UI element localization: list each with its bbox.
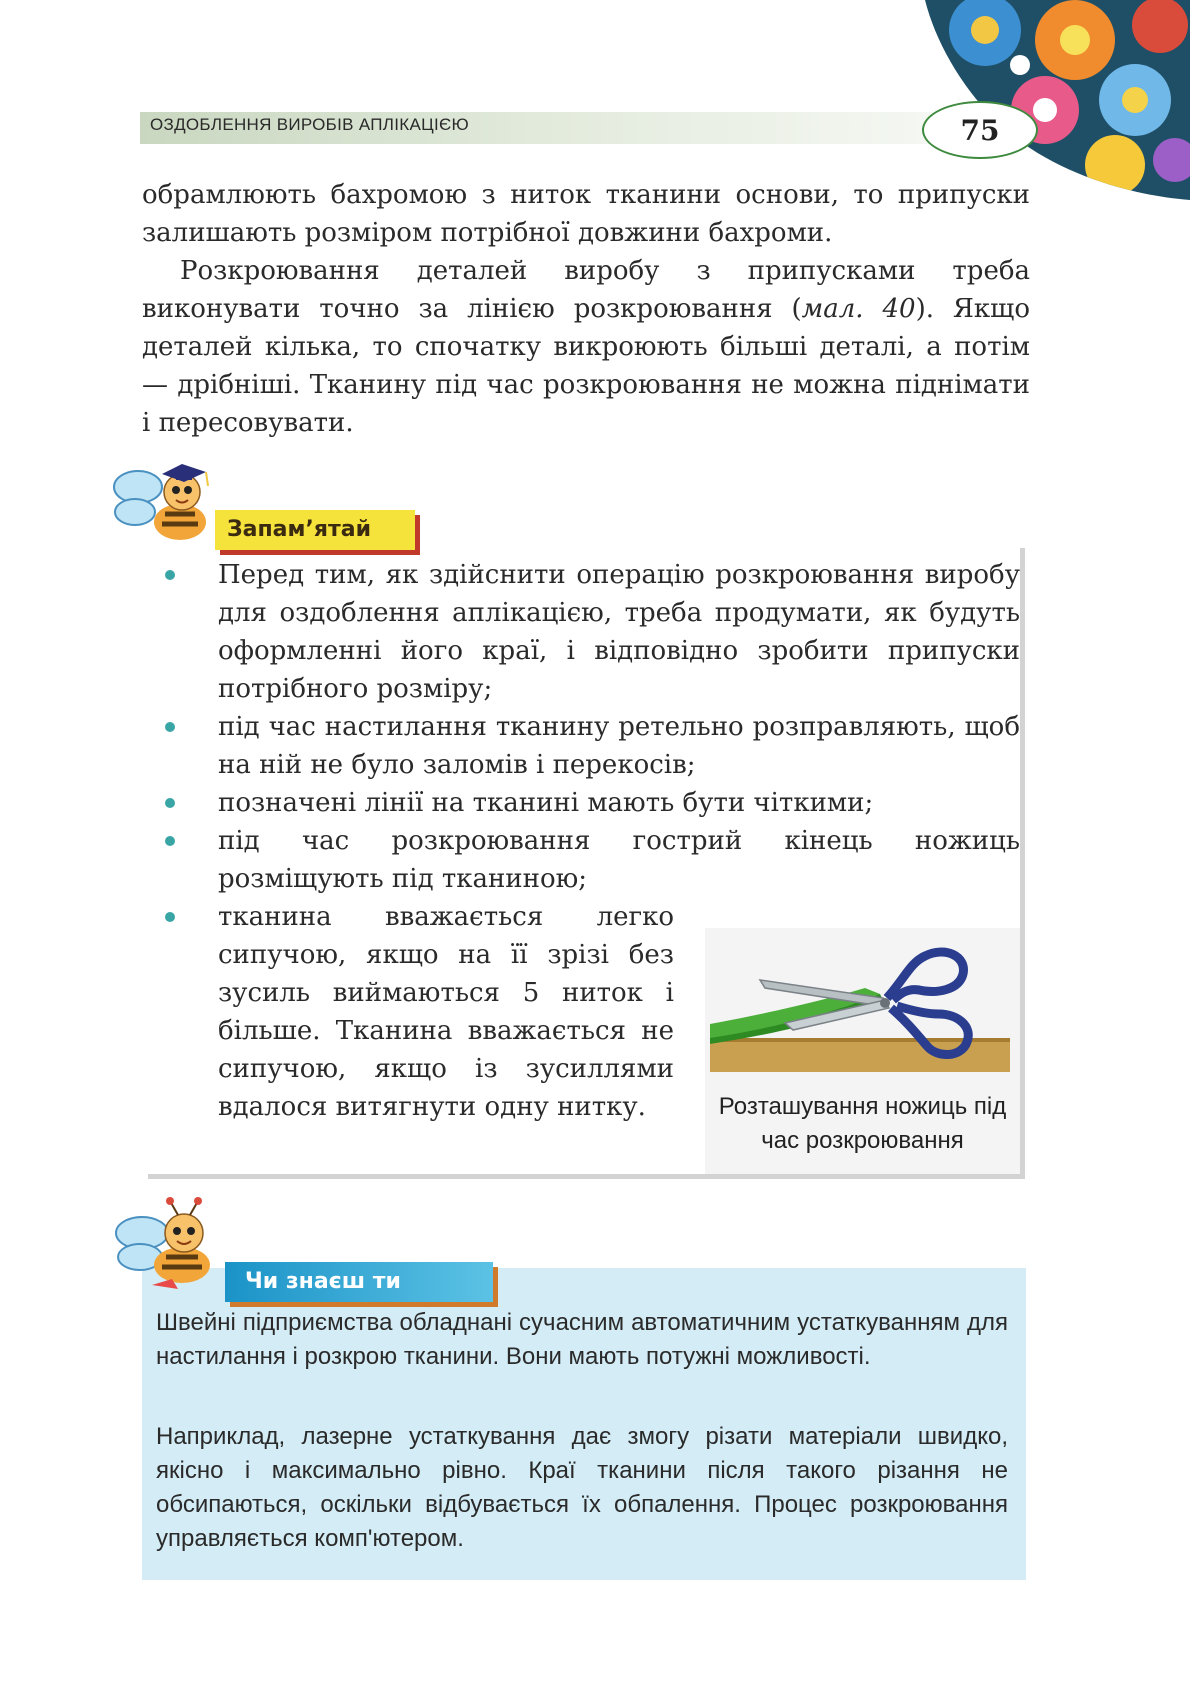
bullet-icon [165, 722, 175, 732]
figure-caption: Розташування ножиць під час розкроювання [718, 1093, 1007, 1154]
did-you-know-label: Чи знаєш ти [225, 1262, 493, 1302]
paragraph-2-part-b: ). Якщо деталей кілька, то спочатку викроюють більші деталі, а потім — дрібніші. Тканину під час розкроювання не можна піднімати і пересовувати. [142, 294, 1031, 438]
remember-item: Перед тим, як здійснити операцію розкроювання виробу для оздоблення аплікацією, треба продумати, як будуть оформленні його краї, і відповідно зробити припуски потрібного розміру; [218, 560, 1020, 704]
page-number-badge [922, 101, 1038, 159]
bee-icon [112, 1195, 232, 1295]
bullet-icon [165, 798, 175, 808]
remember-item: під час настилання тканину ретельно розправляють, щоб на ній не було заломів і перекосів; [218, 712, 1020, 780]
bullet-icon [165, 912, 175, 922]
page-number: 75 [960, 113, 1000, 147]
bullet-icon [165, 570, 175, 580]
paragraph-2-part-a: Розкроювання деталей виробу з припусками треба виконувати точно за лінією розкроювання ( [142, 256, 1030, 324]
paragraph-1: обрамлюють бахромою з ниток тканини основи, то припуски залишають розміром потрібної довжини бахроми. [142, 180, 1030, 248]
section-title: ОЗДОБЛЕННЯ ВИРОБІВ АПЛІКАЦІЄЮ [150, 115, 469, 134]
scissors-illustration-icon [705, 928, 1020, 1088]
figure-reference: мал. 40 [801, 294, 916, 324]
flower-decoration [925, 0, 1190, 200]
remember-item: позначені лінії на тканині мають бути чіткими; [218, 788, 874, 818]
remember-label: Запам’ятай [215, 510, 415, 550]
did-you-know-paragraph-2: Наприклад, лазерне устаткування дає змогу різати матеріали швидко, якісно і максимально рівно. Краї тканини після такого різання не обсипаються, оскільки відбувається їх обпалення. Процес розкроювання управляється комп'ютером. [156, 1423, 1008, 1552]
paragraph-2 [142, 252, 1030, 442]
remember-item: під час розкроювання гострий кінець ножиць розміщують під тканиною; [218, 826, 1020, 894]
remember-item: тканина вважається легко сипучою, якщо на її зрізі без зусиль виймаються 5 ниток і більше. Тканина вважається не сипучою, якщо із зусиллями вдалося витягнути одну нитку. [218, 902, 674, 1122]
bee-graduate-icon [110, 452, 220, 552]
bullet-icon [165, 836, 175, 846]
did-you-know-paragraph-1: Швейні підприємства обладнані сучасним автоматичним устаткуванням для настилання і розкрою тканини. Вони мають потужні можливості. [156, 1309, 1008, 1370]
